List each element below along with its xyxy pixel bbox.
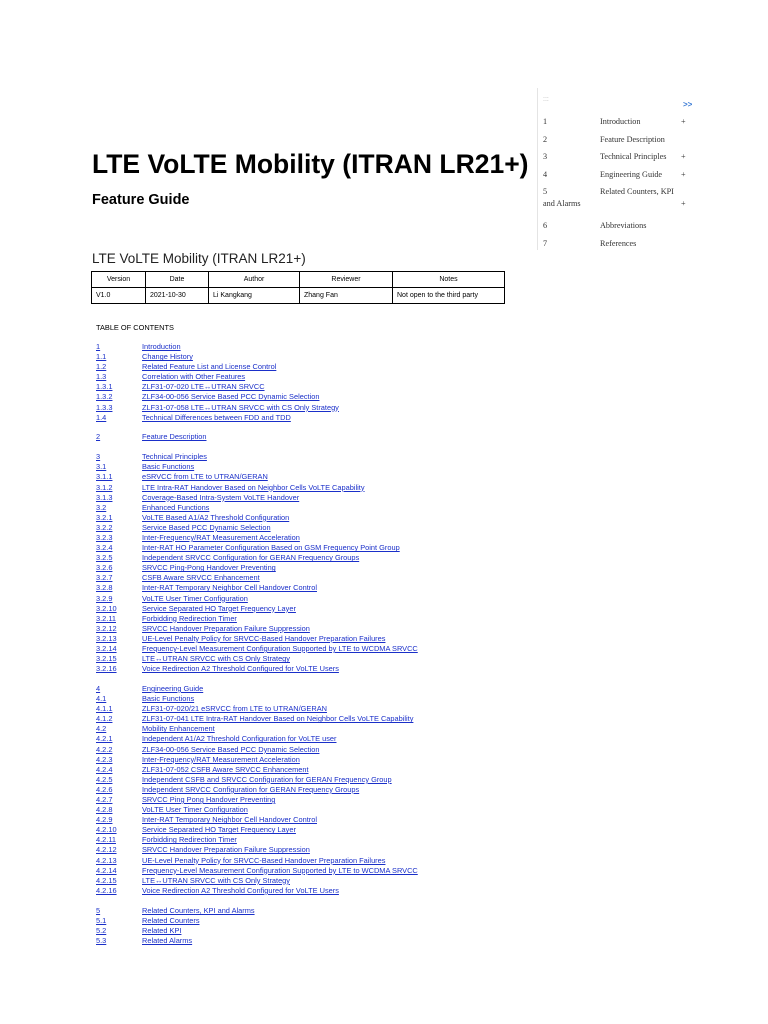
toc-entry-title: Frequency-Level Measurement Configuration Supported by LTE to WCDMA SRVCC <box>142 865 418 875</box>
toc-entry[interactable] <box>96 876 516 886</box>
reviewer-cell: Zhang Fan <box>300 288 393 304</box>
toc-entry[interactable] <box>96 583 516 593</box>
toc-entry-number: 4.2.9 <box>96 815 113 825</box>
toc-entry-title: Independent SRVCC Configuration for GERAN Frequency Groups <box>142 553 360 563</box>
toc-entry-title: ZLF34-00-056 Service Based PCC Dynamic Selection <box>142 392 320 402</box>
toc-entry[interactable] <box>96 432 516 442</box>
toc-entry-number: 4.1.1 <box>96 704 113 714</box>
toc-entry[interactable] <box>96 795 516 805</box>
toc-label: TABLE OF CONTENTS <box>96 323 174 332</box>
author-cell: Li Kangkang <box>209 288 300 304</box>
toc-entry-title: Technical Principles <box>142 452 207 462</box>
toc-entry-number: 3.2.14 <box>96 644 117 653</box>
outline-panel <box>537 88 698 250</box>
expand-plus-icon[interactable]: + <box>681 117 686 126</box>
toc-entry-title: Coverage-Based Intra-System VoLTE Handover <box>142 492 300 502</box>
outline-item-title-cont: and Alarms <box>543 199 581 209</box>
outline-item-number: 3 <box>543 152 548 162</box>
toc-entry[interactable] <box>96 604 516 614</box>
toc-entry[interactable] <box>96 503 516 513</box>
toc-entry[interactable] <box>96 775 516 785</box>
toc-entry[interactable] <box>96 704 516 714</box>
outline-item-title: Technical Principles <box>600 152 667 162</box>
toc-entry[interactable] <box>96 886 516 896</box>
outline-item-number: 1 <box>543 117 548 126</box>
toc-entry-number: 4.2 <box>96 724 107 734</box>
toc-entry-number: 4.2.2 <box>96 744 113 754</box>
toc-entry-number: 1 <box>96 342 101 351</box>
toc-entry-number: 4.2.3 <box>96 754 113 764</box>
toc-entry-title: SRVCC Handover Preparation Failure Suppression <box>142 623 310 633</box>
toc-entry-number: 5.1 <box>96 915 107 925</box>
toc-entry-title: VoLTE Based A1/A2 Threshold Configuration <box>142 512 290 522</box>
reviewer-header: Reviewer <box>300 272 393 288</box>
toc-entry-number: 3.2.4 <box>96 543 113 553</box>
toc-entry[interactable] <box>96 533 516 543</box>
toc-entry-title: Related Feature List and License Control <box>142 362 277 372</box>
toc-entry-number: 3.1.1 <box>96 472 113 482</box>
toc-entry-number: 3.2 <box>96 502 107 512</box>
toc-entry-title: UE-Level Penalty Policy for SRVCC-Based Handover Preparation Failures <box>142 633 386 643</box>
outline-item-number: 5 <box>543 187 548 197</box>
toc-entry-number: 4.1.2 <box>96 714 113 724</box>
toc-entry-title: CSFB Aware SRVCC Enhancement <box>142 573 260 583</box>
toc-entry-title: Related Alarms <box>142 935 193 945</box>
toc-entry-number: 1.1 <box>96 352 107 362</box>
toc-entry-number: 3.2.9 <box>96 593 113 603</box>
outline-item[interactable] <box>538 152 698 170</box>
outline-item-title: References <box>600 238 637 248</box>
expand-panel-button[interactable]: >> <box>683 100 693 109</box>
toc-entry-number: 3.2.13 <box>96 633 117 643</box>
toc-entry-number: 3.1.2 <box>96 482 113 492</box>
toc-entry-number: 4.2.4 <box>96 764 113 774</box>
toc-entry[interactable] <box>96 825 516 835</box>
toc-entry-number: 3.1 <box>96 462 107 472</box>
toc-entry-title: Voice Redirection A2 Threshold Configured for VoLTE Users <box>142 885 339 895</box>
toc-entry-title: Related Counters <box>142 915 200 925</box>
toc-entry[interactable] <box>96 362 516 372</box>
toc-entry-title: Basic Functions <box>142 462 195 472</box>
toc-entry-title: ZLF31-07-052 CSFB Aware SRVCC Enhancement <box>142 764 309 774</box>
table-row <box>92 288 505 304</box>
toc-entry-number: 4.2.1 <box>96 734 113 744</box>
toc-entry-number: 5 <box>96 905 101 915</box>
toc-entry-number: 4.2.6 <box>96 784 113 794</box>
toc-entry-number: 4.2.13 <box>96 855 117 865</box>
toc-entry[interactable] <box>96 403 516 413</box>
outline-item-number: 7 <box>543 238 548 248</box>
outline-item-number: 4 <box>543 169 548 179</box>
notes-cell: Not open to the third party <box>393 288 505 304</box>
toc-entry-number: 1.2 <box>96 362 107 372</box>
toc-entry-title: Related KPI <box>142 925 182 935</box>
outline-item-title: Introduction <box>600 117 641 126</box>
toc-entry-title: Independent A1/A2 Threshold Configuration for VoLTE user <box>142 734 337 744</box>
toc-entry-title: ZLF31-07-058 LTE↔UTRAN SRVCC with CS Only Strategy <box>142 402 339 412</box>
outline-item[interactable] <box>538 221 698 239</box>
expand-plus-icon[interactable]: + <box>681 169 686 179</box>
toc-entry-number: 3.2.8 <box>96 583 113 593</box>
toc-entry[interactable] <box>96 513 516 523</box>
toc-entry[interactable] <box>96 523 516 533</box>
toc-entry[interactable] <box>96 835 516 845</box>
toc-entry-number: 4.2.10 <box>96 825 117 835</box>
document-title: LTE VoLTE Mobility (ITRAN LR21+) <box>92 149 529 179</box>
toc-entry-title: Voice Redirection A2 Threshold Configured for VoLTE Users <box>142 664 339 674</box>
toc-entry-title: Technical Differences between FDD and TDD <box>142 412 291 422</box>
toc-entry[interactable] <box>96 724 516 734</box>
toc-entry-number: 1.3.3 <box>96 402 113 412</box>
toc-spacer <box>96 443 516 453</box>
toc-entry[interactable] <box>96 856 516 866</box>
expand-plus-icon[interactable]: + <box>681 199 686 209</box>
outline-item-number: 2 <box>543 134 548 144</box>
toc-entry[interactable] <box>96 785 516 795</box>
toc-entry-title: Basic Functions <box>142 694 195 704</box>
toc-entry-title: VoLTE User Timer Configuration <box>142 805 248 815</box>
toc-entry-number: 3.2.15 <box>96 654 117 664</box>
toc-entry-number: 4.2.8 <box>96 805 113 815</box>
toc-entry-title: Inter-Frequency/RAT Measurement Acceleration <box>142 532 300 542</box>
expand-plus-icon[interactable]: + <box>681 152 686 162</box>
toc-entry-title: Related Counters, KPI and Alarms <box>142 905 255 915</box>
toc-entry[interactable] <box>96 563 516 573</box>
toc-spacer <box>96 896 516 906</box>
toc-entry[interactable] <box>96 644 516 654</box>
toc-entry[interactable] <box>96 543 516 553</box>
toc-entry-number: 3.2.1 <box>96 512 113 522</box>
toc-entry[interactable] <box>96 372 516 382</box>
toc-entry-number: 3.1.3 <box>96 492 113 502</box>
document-subtitle: Feature Guide <box>92 192 190 208</box>
toc-entry-title: Inter-RAT Temporary Neighbor Cell Handover Control <box>142 583 317 593</box>
toc-entry-number: 4.2.12 <box>96 845 117 855</box>
toc-entry-number: 3.2.16 <box>96 664 117 674</box>
toc-entry-title: Independent CSFB and SRVCC Configuration for GERAN Frequency Group <box>142 774 392 784</box>
toc-entry[interactable] <box>96 714 516 724</box>
toc-entry-title: Feature Description <box>142 432 207 442</box>
toc-entry-number: 3.2.7 <box>96 573 113 583</box>
toc-entry[interactable] <box>96 664 516 674</box>
outline-item[interactable] <box>538 117 698 135</box>
toc-entry-title: SRVCC Ping Pong Handover Preventing <box>142 795 276 804</box>
toc-entry[interactable] <box>96 684 516 694</box>
toc-entry-title: Frequency-Level Measurement Configuration Supported by LTE to WCDMA SRVCC <box>142 644 418 653</box>
toc-entry[interactable] <box>96 392 516 402</box>
toc-entry[interactable] <box>96 342 516 352</box>
outline-item-title: Abbreviations <box>600 221 647 231</box>
toc-entry[interactable] <box>96 936 516 946</box>
toc-entry-number: 3.2.6 <box>96 563 113 573</box>
outline-item-title: Feature Description <box>600 134 665 144</box>
date-header: Date <box>146 272 209 288</box>
table-of-contents <box>96 342 516 946</box>
toc-entry-number: 4.2.7 <box>96 795 113 804</box>
outline-item[interactable] <box>538 239 698 257</box>
toc-entry[interactable] <box>96 815 516 825</box>
toc-entry[interactable] <box>96 805 516 815</box>
toc-entry-title: ZLF31-07-020/21 eSRVCC from LTE to UTRAN/GERAN <box>142 704 327 714</box>
outline-item-title: Engineering Guide <box>600 169 663 179</box>
date-cell: 2021-10-30 <box>146 288 209 304</box>
toc-entry-title: Service Separated HO Target Frequency Layer <box>142 825 296 835</box>
toc-entry-title: LTE↔UTRAN SRVCC with CS Only Strategy <box>142 654 290 664</box>
toc-entry-number: 4.2.11 <box>96 835 116 845</box>
toc-entry-title: Correlation with Other Features <box>142 372 246 382</box>
toc-entry[interactable] <box>96 654 516 664</box>
toc-entry-title: ZLF31-07-041 LTE Intra-RAT Handover Based on Neighbor Cells VoLTE Capability <box>142 714 414 724</box>
toc-entry-number: 4.1 <box>96 694 107 704</box>
toc-entry[interactable] <box>96 614 516 624</box>
toc-entry[interactable] <box>96 382 516 392</box>
toc-entry-number: 1.3.2 <box>96 392 113 402</box>
toc-entry-number: 3 <box>96 452 101 462</box>
toc-entry-title: SRVCC Ping-Pong Handover Preventing <box>142 563 276 573</box>
toc-entry-title: Independent SRVCC Configuration for GERAN Frequency Groups <box>142 784 360 794</box>
toc-entry-title: Inter-Frequency/RAT Measurement Acceleration <box>142 754 300 764</box>
toc-entry-number: 5.2 <box>96 925 107 935</box>
toc-entry-title: eSRVCC from LTE to UTRAN/GERAN <box>142 472 268 482</box>
toc-entry-title: Mobility Enhancement <box>142 724 215 734</box>
toc-entry-number: 4.2.16 <box>96 885 117 895</box>
toc-entry-title: Enhanced Functions <box>142 502 210 512</box>
outline-item[interactable] <box>538 170 698 188</box>
version-header: Version <box>92 272 146 288</box>
toc-entry[interactable] <box>96 734 516 744</box>
toc-entry-title: Inter-RAT HO Parameter Configuration Based on GSM Frequency Point Group <box>142 543 400 553</box>
toc-entry-title: LTE Intra-RAT Handover Based on Neighbor Cells VoLTE Capability <box>142 482 365 492</box>
toc-entry[interactable] <box>96 462 516 472</box>
toc-entry[interactable] <box>96 573 516 583</box>
toc-entry-title: VoLTE User Timer Configuration <box>142 593 248 603</box>
toc-entry-title: LTE↔UTRAN SRVCC with CS Only Strategy <box>142 875 290 885</box>
toc-entry-number: 1.4 <box>96 412 107 422</box>
toc-entry[interactable] <box>96 866 516 876</box>
toc-entry[interactable] <box>96 916 516 926</box>
toc-entry-number: 4.2.5 <box>96 774 113 784</box>
drag-handle-icon[interactable]: ::: <box>543 96 549 103</box>
toc-entry[interactable] <box>96 765 516 775</box>
toc-spacer <box>96 423 516 433</box>
toc-entry-title: Inter-RAT Temporary Neighbor Cell Handover Control <box>142 815 317 825</box>
outline-item-title: Related Counters, KPI <box>600 187 674 197</box>
toc-entry[interactable] <box>96 845 516 855</box>
toc-entry-number: 5.3 <box>96 935 107 945</box>
toc-entry-title: Engineering Guide <box>142 683 204 693</box>
toc-spacer <box>96 674 516 684</box>
toc-entry-title: SRVCC Handover Preparation Failure Suppression <box>142 845 310 855</box>
toc-entry[interactable] <box>96 452 516 462</box>
outline-item[interactable] <box>538 187 698 221</box>
toc-entry-number: 3.2.10 <box>96 603 117 613</box>
toc-entry[interactable] <box>96 624 516 634</box>
toc-entry-title: Forbidding Redirection Timer <box>142 613 237 623</box>
document-heading: LTE VoLTE Mobility (ITRAN LR21+) <box>92 251 306 266</box>
toc-entry[interactable] <box>96 483 516 493</box>
toc-entry-title: Change History <box>142 352 193 362</box>
toc-entry[interactable] <box>96 906 516 916</box>
toc-entry-number: 3.2.3 <box>96 532 113 542</box>
toc-entry-number: 3.2.11 <box>96 613 116 623</box>
toc-entry[interactable] <box>96 472 516 482</box>
toc-entry-number: 2 <box>96 432 101 442</box>
toc-entry-number: 1.3.1 <box>96 382 113 392</box>
toc-entry-number: 3.2.2 <box>96 522 113 532</box>
toc-entry-title: ZLF34-00-056 Service Based PCC Dynamic Selection <box>142 744 320 754</box>
toc-entry-number: 4.2.15 <box>96 875 117 885</box>
version-table <box>91 271 505 304</box>
toc-entry-title: Service Based PCC Dynamic Selection <box>142 522 271 532</box>
toc-entry-number: 3.2.12 <box>96 623 117 633</box>
outline-list <box>538 117 698 257</box>
outline-item-number: 6 <box>543 221 548 231</box>
toc-entry-number: 1.3 <box>96 372 107 382</box>
toc-entry[interactable] <box>96 594 516 604</box>
notes-header: Notes <box>393 272 505 288</box>
toc-entry-title: ZLF31-07-020 LTE↔UTRAN SRVCC <box>142 382 265 392</box>
toc-entry[interactable] <box>96 352 516 362</box>
toc-entry-number: 4 <box>96 683 101 693</box>
toc-entry-number: 4.2.14 <box>96 865 117 875</box>
author-header: Author <box>209 272 300 288</box>
toc-entry[interactable] <box>96 553 516 563</box>
toc-entry[interactable] <box>96 755 516 765</box>
toc-entry-title: Forbidding Redirection Timer <box>142 835 237 845</box>
toc-entry-title: Introduction <box>142 342 181 351</box>
version-cell: V1.0 <box>92 288 146 304</box>
toc-entry[interactable] <box>96 745 516 755</box>
toc-entry[interactable] <box>96 493 516 503</box>
toc-entry[interactable] <box>96 634 516 644</box>
toc-entry-number: 3.2.5 <box>96 553 113 563</box>
toc-entry-title: UE-Level Penalty Policy for SRVCC-Based Handover Preparation Failures <box>142 855 386 865</box>
outline-item[interactable] <box>538 135 698 153</box>
toc-entry[interactable] <box>96 413 516 423</box>
toc-entry[interactable] <box>96 694 516 704</box>
toc-entry-title: Service Separated HO Target Frequency Layer <box>142 603 296 613</box>
toc-entry[interactable] <box>96 926 516 936</box>
